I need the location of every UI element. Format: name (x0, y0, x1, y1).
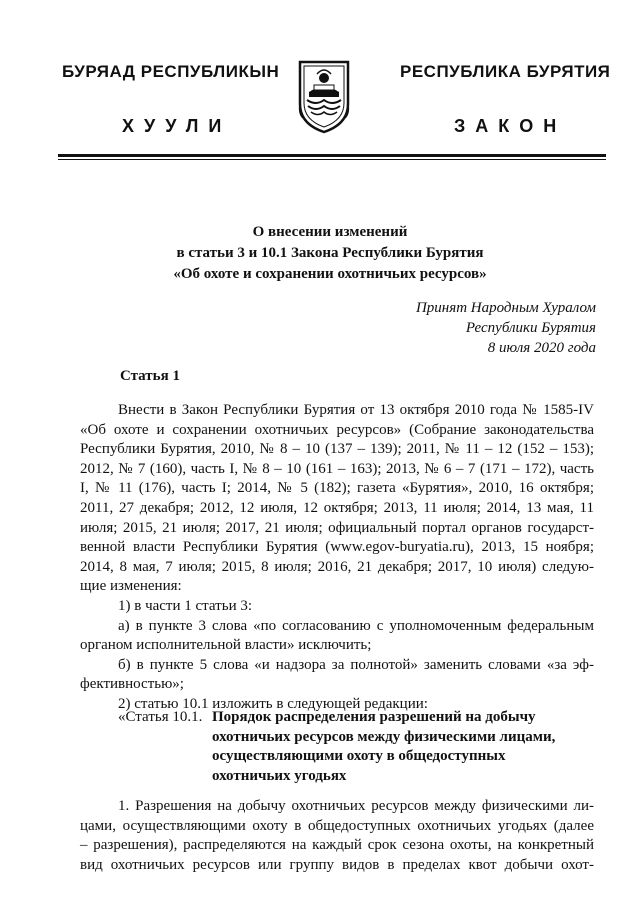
body-line: «Об охоте и сохранении охотничьих ресурсов» (Собрание законодательства (80, 421, 594, 438)
body-line: фективностью»; (80, 676, 184, 693)
header-doc-type-russian: ЗАКОН (454, 116, 567, 136)
header-buryat-republic: БУРЯАД РЕСПУБЛИКЫН (62, 62, 280, 81)
article-10-1-title-line: Порядок распределения разрешений на добычу (212, 709, 536, 725)
header-divider-thick (58, 154, 606, 157)
article-body (80, 401, 594, 715)
body-line: венной власти Республики Бурятия (www.egov-buryatia.ru), 2013, 15 ноября; (80, 539, 594, 556)
paragraph-line: – разрешения), распределяются на каждый срок сезона охоты, на конкретный (80, 837, 594, 854)
article-10-1-title-line: осуществляющими охоту в общедоступных (212, 748, 506, 765)
body-line: 2) статью 10.1 изложить в следующей редакции: (118, 695, 428, 712)
paragraph-line: 1. Разрешения на добычу охотничьих ресурсов между физическими ли- (118, 798, 594, 814)
body-line: 1) в части 1 статьи 3: (118, 597, 253, 614)
body-line: I, № 11 (176), часть I; 2014, № 5 (182); газета «Бурятия», 2010, 16 октября; (80, 480, 594, 497)
paragraph-line: вид охотничьих ресурсов или группу видов в пределах квот добычи охот- (80, 856, 594, 873)
paragraph-line: цами, осуществляющими охоту в общедоступных охотничьих угодьях (далее (80, 817, 594, 834)
body-line: Республики Бурятия, 2010, № 8 – 10 (137 – 139); 2011, № 11 – 12 (152 – 153); (80, 441, 594, 458)
article-10-1-number: «Статья 10.1. (118, 709, 203, 725)
body-line: 2012, № 7 (160), часть I, № 8 – 10 (161 – 163); 2013, № 6 – 7 (171 – 172), часть (80, 460, 594, 477)
header-doc-type-buryat: ХУУЛИ (122, 116, 232, 136)
body-line: щие изменения: (80, 578, 182, 595)
body-line: 2011, 27 декабря; 2012, 12 июля, 12 октября; 2013, 11 июля; 2014, 13 мая, 11 (80, 499, 594, 516)
adoption-date: 8 июля 2020 года (487, 340, 596, 356)
article-10-1-title-line: охотничьих ресурсов между физическими лицами, (212, 728, 556, 745)
law-title-line: О внесении изменений (252, 224, 408, 240)
article-heading: Статья 1 (120, 368, 180, 384)
body-line: а) в пункте 3 слова «по согласованию с уполномоченным федеральным (118, 617, 594, 634)
body-line: органом исполнительной власти» исключить; (80, 637, 372, 654)
body-line: 2014, 8 мая, 7 июля; 2015, 8 июля; 2016, 21 декабря; 2017, 10 июля) следую- (80, 558, 594, 575)
adoption-note (416, 298, 596, 358)
adoption-line: Республики Бурятия (465, 320, 596, 336)
law-title-line: «Об охоте и сохранении охотничьих ресурсов» (173, 266, 487, 282)
body-line: Внести в Закон Республики Бурятия от 13 октября 2010 года № 1585-IV (118, 402, 594, 418)
header-divider-thin (58, 159, 606, 160)
header-republic-buryatia: РЕСПУБЛИКА БУРЯТИЯ (400, 62, 611, 81)
adoption-line: Принят Народным Хуралом (415, 300, 596, 316)
body-line: б) в пункте 5 слова «и надзора за полнотой» заменить словами «за эф- (118, 656, 594, 673)
article-10-1-title-line: охотничьих угодьях (212, 767, 347, 784)
coat-of-arms-icon (296, 54, 352, 134)
article-10-1-paragraph-1 (80, 797, 594, 875)
body-line: июля; 2015, 21 июля; 2017, 21 июля; официальный портал органов государст- (80, 519, 594, 536)
law-title (100, 222, 560, 285)
law-title-line: в статьи 3 и 10.1 Закона Республики Бурятия (176, 245, 484, 261)
